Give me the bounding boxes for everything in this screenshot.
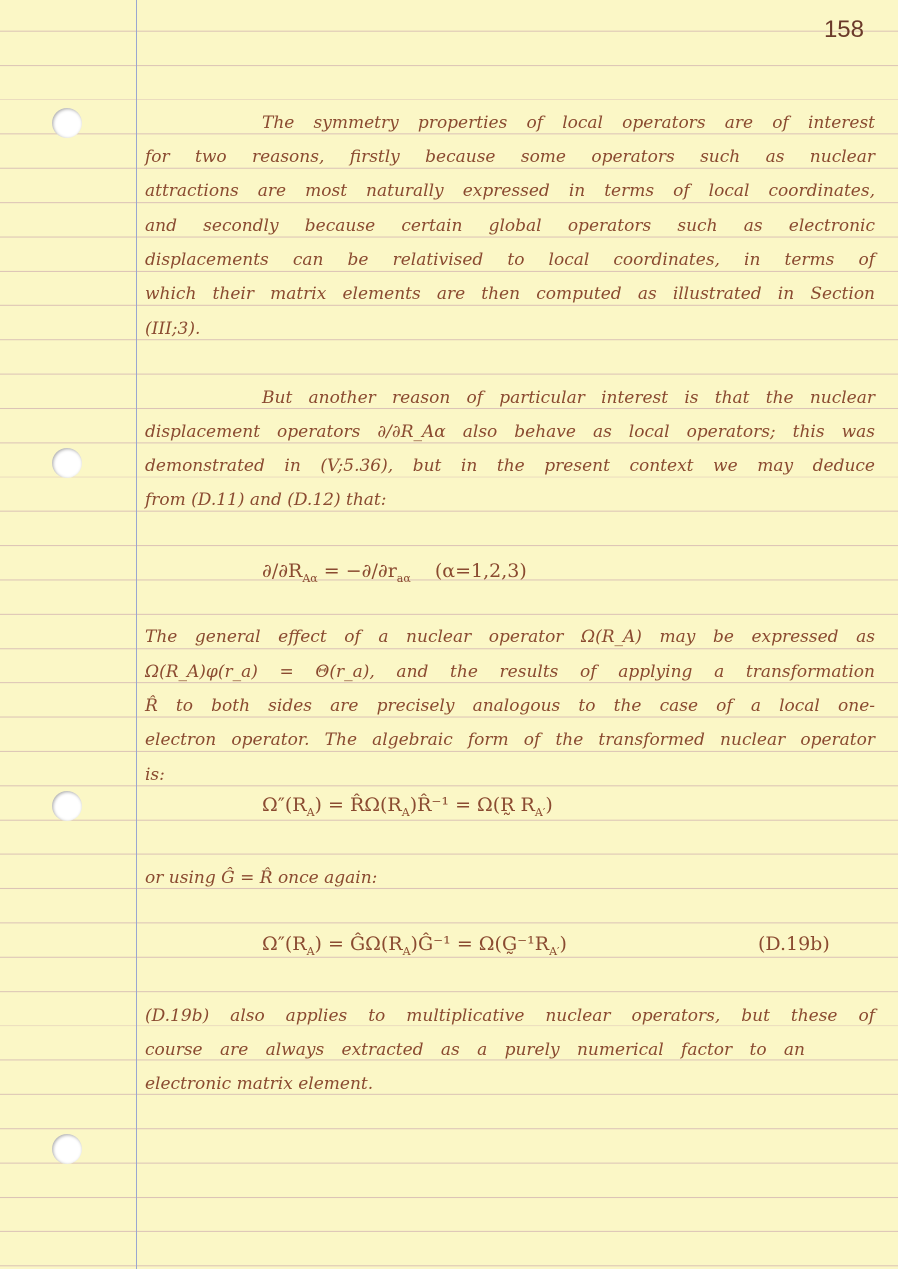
text-line: from (D.11) and (D.12) that:: [145, 490, 387, 510]
punch-hole: [52, 1134, 82, 1164]
text-line: is:: [145, 765, 165, 785]
text-line: (D.19b) also applies to multiplicative nuclear operators, but these of: [145, 1006, 875, 1026]
text-line: for two reasons, firstly because some operators such as nuclear: [145, 147, 875, 167]
equation-transformed-operator: $\Omega''(R_A)$ = $R̂\Omega(R_A)R̂^{-1}$ = Ω(R̰ $R_{A'}$): [262, 794, 553, 819]
text-line: displacements can be relativised to local coordinates, in terms of: [145, 250, 875, 270]
text-line: Ω(R_A)φ(r_a) = Θ(r_a), and the results of applying a transformation: [145, 662, 875, 682]
text-line: electronic matrix element.: [145, 1074, 374, 1094]
text-line: which their matrix elements are then computed as illustrated in Section: [145, 284, 875, 304]
text-line: The symmetry properties of local operators are of interest: [262, 113, 875, 133]
page-number: 158: [823, 16, 864, 43]
text-line: electron operator. The algebraic form of the transformed nuclear operator: [145, 730, 875, 750]
text-line: The general effect of a nuclear operator Ω(R_A) may be expressed as: [145, 627, 875, 647]
equation-d19b: $\Omega''(R_A)$ = $Ĝ\Omega(R_A)Ĝ^{-1}$ = $\Omega(G̰^{-1}R_{A'})$: [262, 933, 567, 958]
punch-hole: [52, 448, 82, 478]
text-line: and secondly because certain global operators such as electronic: [145, 216, 875, 236]
punch-hole: [52, 791, 82, 821]
text-line: R̂ to both sides are precisely analogous to the case of a local one-: [145, 696, 875, 716]
text-line: displacement operators ∂/∂R_Aα also behave as local operators; this was: [145, 422, 875, 442]
text-line: But another reason of particular interest is that the nuclear: [262, 388, 875, 408]
punch-hole: [52, 108, 82, 138]
text-line: attractions are most naturally expressed in terms of local coordinates,: [145, 181, 875, 201]
margin-line: [136, 0, 137, 1269]
text-line: demonstrated in (V;5.36), but in the present context we may deduce: [145, 456, 875, 476]
equation-label: (D.19b): [758, 933, 830, 955]
text-line: or using Ĝ = R̂ once again:: [145, 868, 378, 888]
text-line: (III;3).: [145, 319, 201, 339]
text-line: course are always extracted as a purely numerical factor to an: [145, 1040, 805, 1060]
equation-displacement: $\partial/\partial R_{A\alpha} = -\partial/\partial r_{a\alpha}$ (α=1,2,3): [262, 560, 527, 585]
